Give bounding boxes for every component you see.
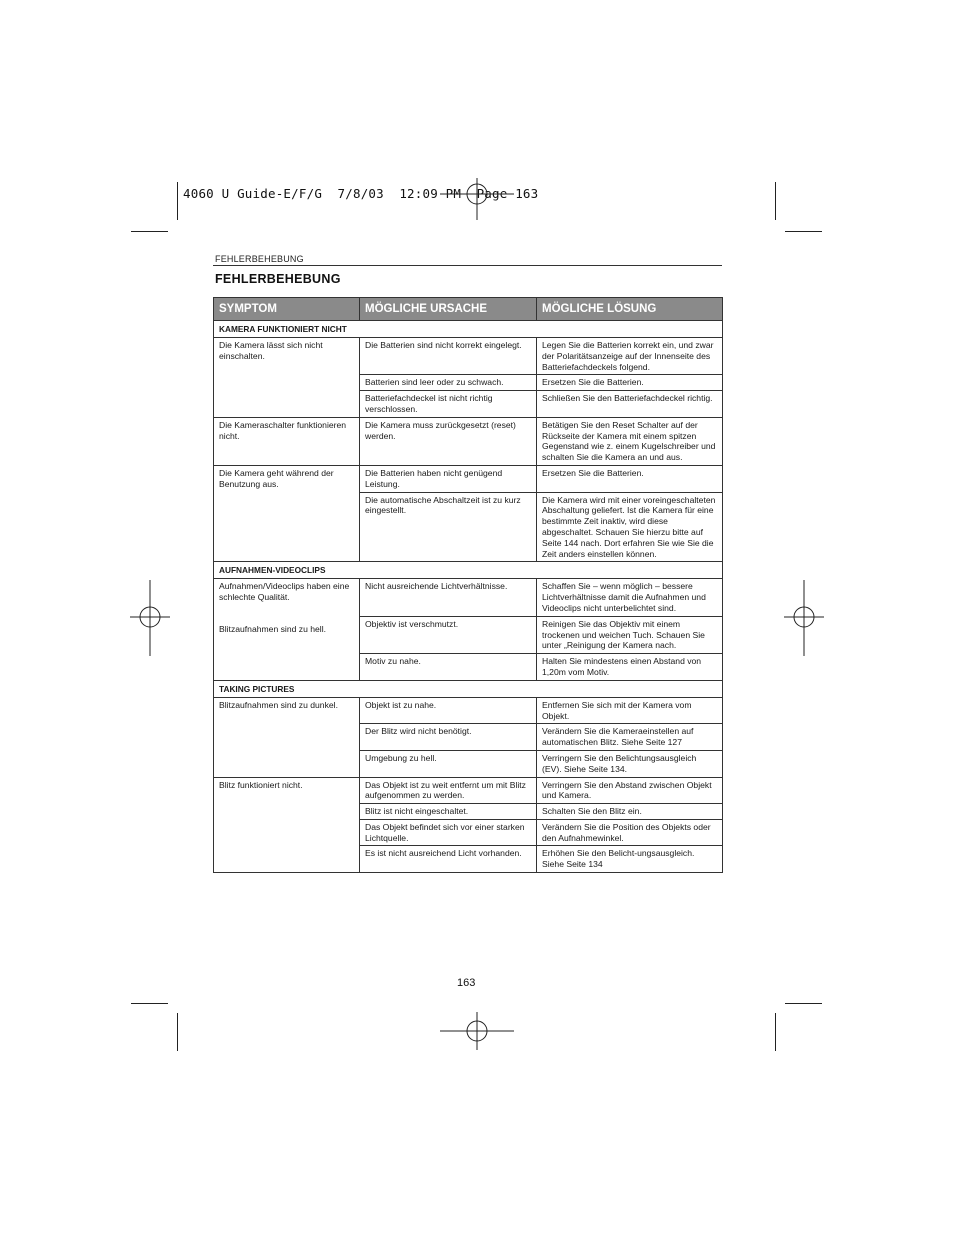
solution-cell: Verändern Sie die Position des Objekts oder den Aufnahmewinkel. <box>537 819 723 846</box>
page-title: FEHLERBEHEBUNG <box>215 272 341 286</box>
crop-mark-top-right-vertical <box>775 182 776 220</box>
section-title: KAMERA FUNKTIONIERT NICHT <box>214 321 723 338</box>
registration-mark-bottom-icon <box>438 1010 516 1052</box>
solution-cell: Erhöhen Sie den Belicht-ungsausgleich. Siehe Seite 134 <box>537 846 723 873</box>
symptom-cell: Die Kamera lässt sich nicht einschalten. <box>214 338 360 418</box>
column-header-solution: MÖGLICHE LÖSUNG <box>537 298 723 321</box>
crop-mark-bottom-left-vertical <box>177 1013 178 1051</box>
solution-cell: Reinigen Sie das Objektiv mit einem trockenen und weichen Tuch. Schauen Sie unter „Reinigung der Kamera nach. <box>537 616 723 653</box>
cause-cell: Objektiv ist verschmutzt. <box>360 616 537 653</box>
troubleshooting-table <box>213 297 723 873</box>
section-row <box>214 562 723 579</box>
column-header-symptom: SYMPTOM <box>214 298 360 321</box>
solution-cell: Legen Sie die Batterien korrekt ein, und zwar der Polaritätsanzeige auf der Innenseite des Batteriefachdeckels folgend. <box>537 338 723 375</box>
symptom-cell: Die Kameraschalter funktionieren nicht. <box>214 417 360 465</box>
solution-cell: Schaffen Sie – wenn möglich – bessere Lichtverhältnisse damit die Aufnahmen und Videoclips nicht unterbelichtet sind. <box>537 579 723 616</box>
table-header-row <box>214 298 723 321</box>
header-rule <box>213 265 722 266</box>
solution-cell: Ersetzen Sie die Batterien. <box>537 375 723 391</box>
crop-mark-bottom-right-vertical <box>775 1013 776 1051</box>
cause-cell: Batteriefachdeckel ist nicht richtig verschlossen. <box>360 391 537 418</box>
cause-cell: Die Batterien sind nicht korrekt eingelegt. <box>360 338 537 375</box>
solution-cell: Die Kamera wird mit einer voreingeschalteten Abschaltung geliefert. Ist die Kamera für eine bestimmte Zeit inaktiv, wird diese abgeschaltet. Schauen Sie hierzu bitte auf Seite 144 nach. Dort erfahren Sie wie Sie die Zeit anders einstellen können. <box>537 492 723 562</box>
cause-cell: Das Objekt befindet sich vor einer starken Lichtquelle. <box>360 819 537 846</box>
table-row <box>214 465 723 492</box>
solution-cell: Schalten Sie den Blitz ein. <box>537 804 723 820</box>
table-row <box>214 697 723 724</box>
cause-cell: Nicht ausreichende Lichtverhältnisse. <box>360 579 537 616</box>
page-number: 163 <box>457 977 476 989</box>
solution-cell: Verringern Sie den Abstand zwischen Objekt und Kamera. <box>537 777 723 804</box>
symptom-cell: Aufnahmen/Videoclips haben eine schlechte Qualität. Blitzaufnahmen sind zu hell. <box>214 579 360 680</box>
cause-cell: Es ist nicht ausreichend Licht vorhanden. <box>360 846 537 873</box>
cause-cell: Blitz ist nicht eingeschaltet. <box>360 804 537 820</box>
solution-cell: Ersetzen Sie die Batterien. <box>537 465 723 492</box>
crop-mark-bottom-right-horizontal <box>785 1003 822 1004</box>
crop-mark-top-left-vertical <box>177 182 178 220</box>
solution-cell: Entfernen Sie sich mit der Kamera vom Objekt. <box>537 697 723 724</box>
column-header-cause: MÖGLICHE URSACHE <box>360 298 537 321</box>
section-row <box>214 680 723 697</box>
cause-cell: Die automatische Abschaltzeit ist zu kurz eingestellt. <box>360 492 537 562</box>
solution-cell: Schließen Sie den Batteriefachdeckel richtig. <box>537 391 723 418</box>
registration-mark-right-icon <box>784 580 824 656</box>
table-row <box>214 338 723 375</box>
solution-cell: Verändern Sie die Kameraeinstellen auf automatischen Blitz. Siehe Seite 127 <box>537 724 723 751</box>
crop-mark-bottom-left-horizontal <box>131 1003 168 1004</box>
registration-mark-left-icon <box>130 580 170 656</box>
cause-cell: Objekt ist zu nahe. <box>360 697 537 724</box>
symptom-cell: Blitzaufnahmen sind zu dunkel. <box>214 697 360 777</box>
cause-cell: Batterien sind leer oder zu schwach. <box>360 375 537 391</box>
crop-mark-top-left-horizontal <box>131 231 168 232</box>
crop-mark-top-right-horizontal <box>785 231 822 232</box>
print-slug-line: 4060 U Guide-E/F/G 7/8/03 12:09 PM Page 163 <box>183 186 539 201</box>
running-head: FEHLERBEHEBUNG <box>215 254 304 264</box>
solution-cell: Betätigen Sie den Reset Schalter auf der Rückseite der Kamera mit einem spitzen Gegenstand wie z. einem Kugelschreiber und schalten Sie die Kamera an und aus. <box>537 417 723 465</box>
section-row <box>214 321 723 338</box>
cause-cell: Der Blitz wird nicht benötigt. <box>360 724 537 751</box>
symptom-cell: Die Kamera geht während der Benutzung aus. <box>214 465 360 561</box>
cause-cell: Die Batterien haben nicht genügend Leistung. <box>360 465 537 492</box>
cause-cell: Umgebung zu hell. <box>360 750 537 777</box>
section-title: TAKING PICTURES <box>214 680 723 697</box>
cause-cell: Motiv zu nahe. <box>360 654 537 681</box>
section-title: AUFNAHMEN-VIDEOCLIPS <box>214 562 723 579</box>
solution-cell: Halten Sie mindestens einen Abstand von 1,20m vom Motiv. <box>537 654 723 681</box>
table-row <box>214 579 723 616</box>
cause-cell: Die Kamera muss zurückgesetzt (reset) werden. <box>360 417 537 465</box>
table-row <box>214 777 723 804</box>
table-row <box>214 417 723 465</box>
cause-cell: Das Objekt ist zu weit entfernt um mit Blitz aufgenommen zu werden. <box>360 777 537 804</box>
symptom-cell: Blitz funktioniert nicht. <box>214 777 360 873</box>
solution-cell: Verringern Sie den Belichtungsausgleich (EV). Siehe Seite 134. <box>537 750 723 777</box>
registration-mark-top-icon <box>438 176 516 222</box>
